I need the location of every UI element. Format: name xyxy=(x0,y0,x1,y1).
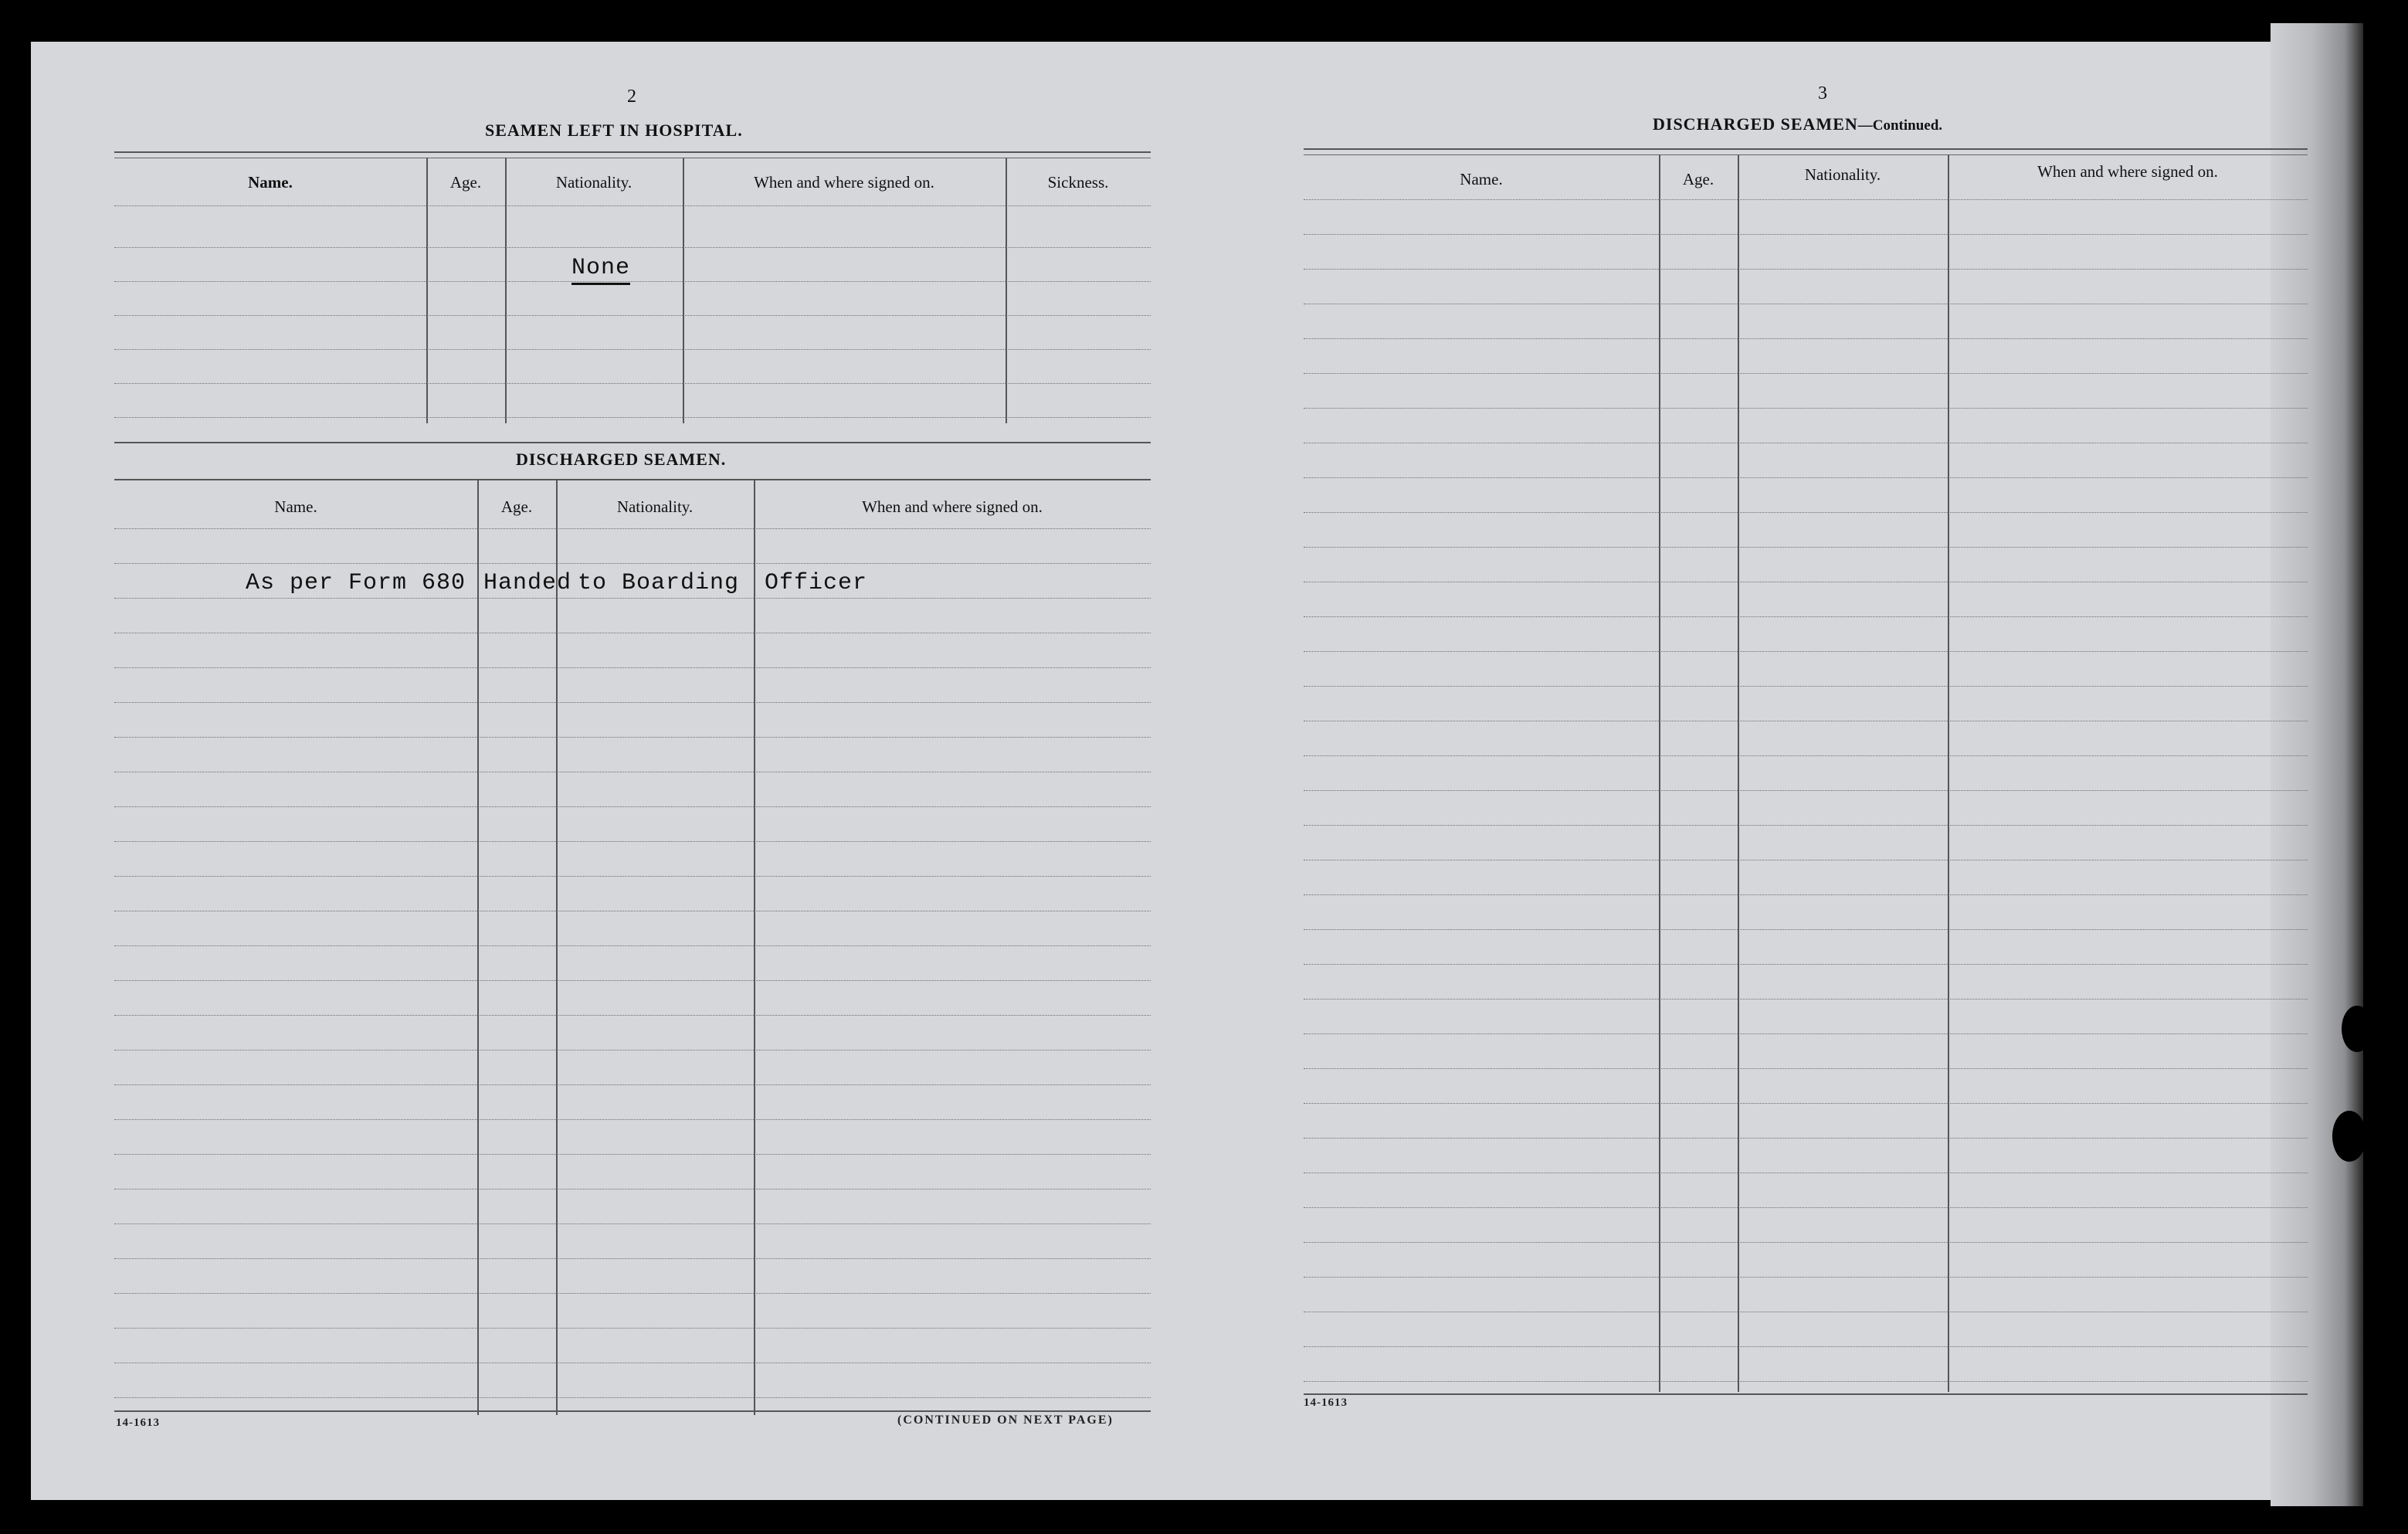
table-row xyxy=(114,349,1151,350)
column-header-nationality: Nationality. xyxy=(555,173,633,192)
hospital-section-title: SEAMEN LEFT IN HOSPITAL. xyxy=(485,120,743,140)
table-row xyxy=(114,1119,1151,1120)
discharged-section-title: DISCHARGED SEAMEN. xyxy=(516,450,727,469)
page-number-right: 3 xyxy=(1818,83,1827,104)
table-row xyxy=(1304,1277,2308,1278)
column-header-nationality: Nationality. xyxy=(1804,165,1881,184)
table-row xyxy=(114,1084,1151,1085)
column-header-name: Name. xyxy=(274,497,317,516)
table-rule xyxy=(1304,154,2308,155)
table-row xyxy=(114,281,1151,282)
column-header-age: Age. xyxy=(1682,170,1714,188)
table-row xyxy=(114,417,1151,418)
column-divider xyxy=(1948,154,1949,1392)
table-row xyxy=(114,702,1151,703)
column-header-age: Age. xyxy=(449,173,482,192)
table-row xyxy=(1304,269,2308,270)
table-row xyxy=(114,1397,1151,1398)
table-row xyxy=(114,1154,1151,1155)
page-number-left: 2 xyxy=(627,87,636,107)
table-row xyxy=(1304,1103,2308,1104)
table-row xyxy=(114,598,1151,599)
column-header-name: Name. xyxy=(1460,170,1503,188)
table-row xyxy=(1304,964,2308,965)
table-row xyxy=(1304,373,2308,374)
entry-signed-on: Officer xyxy=(765,570,868,596)
continued-note: (CONTINUED ON NEXT PAGE) xyxy=(897,1414,1114,1427)
table-row xyxy=(1304,1381,2308,1382)
entry-name: As per Form 680 xyxy=(246,570,466,596)
table-rule xyxy=(114,479,1151,480)
table-row xyxy=(1304,1138,2308,1139)
table-row xyxy=(114,315,1151,316)
table-row xyxy=(114,1189,1151,1190)
column-divider xyxy=(477,479,479,1415)
table-rule xyxy=(114,1410,1151,1412)
column-divider xyxy=(1659,154,1660,1392)
table-row xyxy=(114,247,1151,248)
discharged-table xyxy=(114,479,1151,1415)
table-rule xyxy=(1304,1393,2308,1395)
form-number-left: 14-1613 xyxy=(116,1417,160,1429)
table-row xyxy=(114,980,1151,981)
table-rule xyxy=(114,442,1151,443)
right-title-suffix: —Continued. xyxy=(1857,117,1943,134)
table-row xyxy=(1304,234,2308,235)
table-row xyxy=(114,1293,1151,1294)
table-row xyxy=(1304,825,2308,826)
table-rule xyxy=(114,151,1151,153)
table-row xyxy=(114,737,1151,738)
table-row xyxy=(1304,199,2308,200)
column-divider xyxy=(754,479,755,1415)
table-row xyxy=(1304,1068,2308,1069)
table-row xyxy=(114,876,1151,877)
table-row xyxy=(1304,1207,2308,1208)
table-row xyxy=(1304,1033,2308,1034)
table-row xyxy=(114,528,1151,529)
table-row xyxy=(114,1328,1151,1329)
column-header-nationality: Nationality. xyxy=(616,497,694,516)
table-row xyxy=(1304,894,2308,895)
table-row xyxy=(1304,929,2308,930)
column-header-signed-on: When and where signed on. xyxy=(2037,162,2218,181)
form-number-right: 14-1613 xyxy=(1304,1397,1348,1409)
column-header-sickness: Sickness. xyxy=(1047,173,1109,192)
table-row xyxy=(1304,547,2308,548)
table-row xyxy=(114,563,1151,564)
right-section-title xyxy=(1653,114,1942,134)
table-row xyxy=(1304,477,2308,478)
table-row xyxy=(114,1223,1151,1224)
right-title-main: DISCHARGED SEAMEN xyxy=(1653,114,1858,134)
column-divider xyxy=(1738,154,1739,1392)
binding-hole xyxy=(2342,1006,2372,1052)
table-row xyxy=(114,1015,1151,1016)
table-row xyxy=(1304,1346,2308,1347)
binding-hole xyxy=(2332,1111,2366,1162)
hospital-table xyxy=(114,151,1151,445)
table-row xyxy=(114,383,1151,384)
table-row xyxy=(1304,512,2308,513)
hospital-entry-none: None xyxy=(571,255,630,285)
discharged-continued-table xyxy=(1304,148,2308,1407)
table-row xyxy=(1304,790,2308,791)
table-row xyxy=(1304,338,2308,339)
table-row xyxy=(114,1258,1151,1259)
table-row xyxy=(1304,1242,2308,1243)
table-row xyxy=(1304,686,2308,687)
column-header-age: Age. xyxy=(500,497,533,516)
table-row xyxy=(1304,616,2308,617)
table-row xyxy=(114,205,1151,206)
column-header-signed-on: When and where signed on. xyxy=(862,497,1043,516)
table-row xyxy=(114,841,1151,842)
entry-age: Handed xyxy=(483,570,572,596)
entry-nationality: to Boarding xyxy=(578,570,740,596)
column-header-signed-on: When and where signed on. xyxy=(754,173,934,192)
column-divider xyxy=(556,479,558,1415)
table-row xyxy=(1304,755,2308,756)
table-row xyxy=(114,667,1151,668)
table-rule xyxy=(1304,148,2308,150)
table-row xyxy=(1304,408,2308,409)
table-row xyxy=(114,806,1151,807)
table-row xyxy=(1304,651,2308,652)
table-row xyxy=(114,945,1151,946)
column-header-name: Name. xyxy=(248,173,293,192)
